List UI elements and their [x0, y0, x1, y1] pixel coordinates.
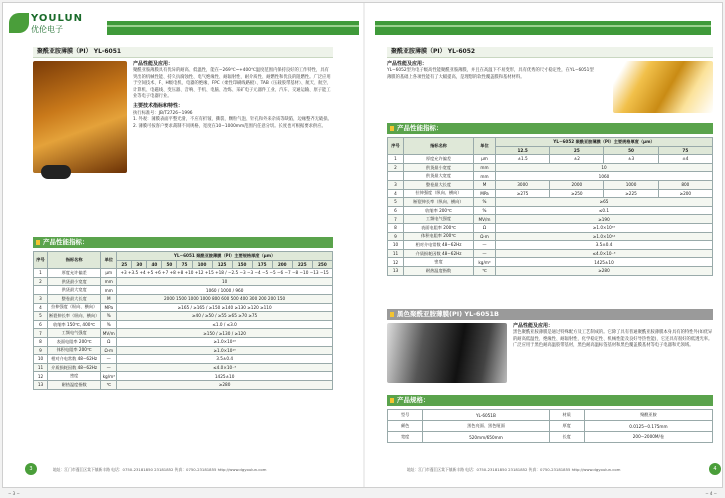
- table-caption: YL−6052 聚酰亚胺薄膜（PI）主要规格厚度（μm）: [496, 138, 713, 147]
- leaf-icon: [9, 13, 29, 33]
- thickness-header: 25: [117, 260, 132, 269]
- table-cell: 表面电阻率 200℃: [48, 337, 101, 346]
- left-perf-block: [33, 237, 333, 390]
- thickness-header: 150: [232, 260, 252, 269]
- table-row: [388, 198, 713, 207]
- thickness-header: 50: [604, 146, 658, 155]
- table-cell: ≥275: [496, 189, 550, 198]
- col-header: 单位: [474, 138, 496, 155]
- table-cell: 11: [388, 249, 404, 258]
- table-row: [34, 277, 333, 286]
- table-cell: 拉伸强度（纵向、横向）: [48, 303, 101, 312]
- table-cell: 相对介电常数 48−62Hz: [48, 355, 101, 364]
- film-rolls-image: [33, 61, 127, 173]
- col-header: 序号: [388, 138, 404, 155]
- table-cell: mm: [101, 277, 117, 286]
- table-cell: 3: [34, 294, 48, 303]
- table-cell: 5: [34, 312, 48, 321]
- thickness-header: 250: [312, 260, 332, 269]
- thickness-header: 225: [292, 260, 312, 269]
- table-cell: 长度: [549, 432, 584, 443]
- brochure-spread: [2, 2, 723, 488]
- table-cell: 拉伸强度（纵向、横向）: [404, 189, 474, 198]
- table-cell: kg/m³: [102, 373, 115, 379]
- table-cell: [388, 172, 404, 181]
- table-cell: 3.5±0.4: [117, 355, 333, 364]
- table-cell: Ω·m: [474, 232, 496, 241]
- left-features-head: 产品性能及应用：: [133, 61, 174, 67]
- table-cell: 供货最大宽度: [48, 286, 101, 295]
- table-cell: 1425±10: [117, 372, 333, 381]
- table-cell: 10: [388, 241, 404, 250]
- table-cell: 10: [34, 355, 48, 364]
- right-page: [387, 47, 717, 472]
- table-row: [34, 286, 333, 295]
- table-row: [388, 258, 713, 267]
- table-cell: MV/m: [101, 329, 117, 338]
- table-cell: mm: [101, 286, 117, 295]
- table-row: [388, 249, 713, 258]
- thickness-header: 25: [550, 146, 604, 155]
- table-cell: 11: [34, 363, 48, 372]
- table-cell: 材质: [549, 410, 584, 421]
- table-cell: 宽度: [388, 432, 423, 443]
- table-cell: μm: [474, 155, 496, 164]
- table-cell: μm: [101, 269, 117, 278]
- table-row: [34, 294, 333, 303]
- table-cell: 工频电气强度: [404, 215, 474, 224]
- right-section-title: 聚酰亚胺薄膜（PI） YL-6052: [387, 47, 713, 58]
- left-page-number: 3: [25, 463, 37, 475]
- table-cell: 12: [34, 372, 48, 381]
- table-cell: mm: [474, 172, 496, 181]
- table-cell: 颜色: [388, 421, 423, 432]
- film-roll-shadow: [41, 165, 71, 179]
- table-cell: 相对介电常数 48−62Hz: [404, 241, 474, 250]
- table-cell: 收缩率 150℃, 400℃: [48, 320, 101, 329]
- table-cell: 体积电阻率 200℃: [404, 232, 474, 241]
- left-spec-table: [33, 251, 333, 390]
- header-stripe-left: [107, 21, 359, 35]
- table-cell: Ω: [474, 223, 496, 232]
- table-row: [34, 303, 333, 312]
- table-cell: [34, 286, 48, 295]
- col-header: 指标名称: [404, 138, 474, 155]
- table-cell: 8: [388, 223, 404, 232]
- table-cell: 4: [388, 189, 404, 198]
- table-cell: 7: [388, 215, 404, 224]
- table-cell: ≥1.0×10¹⁰: [117, 346, 333, 355]
- table-cell: 12: [388, 258, 404, 267]
- table-cell: ≥165 / ≥165 / ≥150 ≥140 ≥130 ≥120 ≥110: [117, 303, 333, 312]
- table-row: [388, 223, 713, 232]
- left-page: [29, 47, 333, 472]
- table-cell: MV/m: [474, 215, 496, 224]
- table-cell: %: [474, 198, 496, 207]
- table-row: [388, 232, 713, 241]
- table-cell: 7: [34, 329, 48, 338]
- right-footer: 地址：江门市蓬江区棠下镇新丰路 电话：0750-23181850 23181852 传真：0750-23181855 http://www.dgyoulun.com: [407, 467, 621, 472]
- table-cell: 耐热温度指数: [404, 266, 474, 275]
- table-cell: 200−2000M/卷: [584, 432, 712, 443]
- thickness-header: 125: [212, 260, 232, 269]
- table-row: [34, 320, 333, 329]
- table-cell: ±1.5: [496, 155, 550, 164]
- black-perf-head: 产品规格：: [387, 395, 713, 406]
- left-tech-line: 执行标准号：JB/T2726−1996: [133, 110, 193, 116]
- table-cell: Ω: [101, 337, 117, 346]
- table-cell: 3.5±0.4: [496, 241, 713, 250]
- table-row: [388, 241, 713, 250]
- thickness-header: 200: [272, 260, 292, 269]
- table-cell: YL-6051B: [423, 410, 549, 421]
- table-cell: ≥1.0×10¹⁶: [496, 223, 713, 232]
- table-cell: +3 +3.5 +4 +5 +6 +7 +8 +8 +10 +12 +15 +18 / −2.5 −3 −3 −4 −5 −5 −6 −7 −8 −10 −13 −15: [117, 269, 333, 278]
- table-row: [388, 432, 713, 443]
- table-cell: 聚酰亚胺: [584, 410, 712, 421]
- table-cell: 供货最小宽度: [404, 163, 474, 172]
- table-cell: 6: [388, 206, 404, 215]
- table-cell: —: [101, 363, 117, 372]
- table-cell: ≤1.0 / ≤3.0: [117, 320, 333, 329]
- table-cell: 2: [34, 277, 48, 286]
- table-cell: 密度: [404, 258, 474, 267]
- right-edge-page: − 4 −: [705, 491, 717, 496]
- table-cell: M: [474, 180, 496, 189]
- thickness-header: 175: [252, 260, 272, 269]
- col-header: 序号: [34, 252, 48, 269]
- table-cell: %: [474, 206, 496, 215]
- right-page-number: 4: [709, 463, 721, 475]
- table-cell: ±2: [550, 155, 604, 164]
- black-spec-table: [387, 409, 713, 443]
- table-cell: ℃: [474, 266, 496, 275]
- table-cell: ≥250: [550, 189, 604, 198]
- gold-film-roll-image: [613, 61, 713, 113]
- left-section-title: 聚酰亚胺薄膜（PI） YL-6051: [33, 47, 333, 58]
- table-cell: —: [474, 249, 496, 258]
- table-cell: 整卷最大长度: [48, 294, 101, 303]
- table-cell: ≥280: [117, 380, 333, 389]
- table-cell: 整卷最大长度: [404, 180, 474, 189]
- table-cell: 介质损耗因数 48−62Hz: [404, 249, 474, 258]
- right-features-head: 产品性能及应用：: [387, 61, 428, 67]
- table-cell: ≤4.0×10⁻³: [117, 363, 333, 372]
- left-tech-line: 2. 薄膜可按客户要求裁制不同规格，宽度在10−1000mm范围内任意分切。长度也可根据要求供应。: [133, 123, 326, 129]
- left-features-text: 聚酰亚胺薄膜具有优异的耐高、低温性，能在−269℃~+400℃温度范围内保持良好的工作特性，具有突出的机械性能、持久抗腐蚀性、电气绝缘性、耐辐射性、耐介质性、耐燃性和优良的阻燃性。广泛应用于空间技术、F、H级电机、电器的绝缘、FPC（柔性印刷线路板）、TAB（压载胶带基材）、航天、航空、计算机、电磁线、变压器、音响、手机、电脑、冶炼、采矿电子元器件工业、汽车、交通运输、原子能工业等电子电器行业。: [133, 68, 332, 100]
- table-cell: 密度: [48, 372, 101, 381]
- table-cell: 黑色亮面、黑色哑面: [423, 421, 549, 432]
- table-row: [34, 312, 333, 321]
- table-cell: ≤4.0×10⁻³: [496, 249, 713, 258]
- left-tech-head: 主要技术指标和特性：: [133, 103, 184, 110]
- left-features-block: [133, 61, 333, 130]
- table-cell: 工频电气强度: [48, 329, 101, 338]
- thickness-header: 30: [132, 260, 147, 269]
- header-stripe-right: [375, 21, 711, 35]
- table-caption: YL−6051 聚酰亚胺薄膜（PI）主要规格厚度（μm）: [117, 252, 333, 261]
- table-row: [34, 380, 333, 389]
- table-row: [388, 421, 713, 432]
- black-film-block: [387, 309, 713, 440]
- table-cell: 4: [34, 303, 48, 312]
- table-cell: 1425±10: [496, 258, 713, 267]
- col-header: 指标名称: [48, 252, 101, 269]
- brand-logo: [9, 13, 109, 35]
- table-cell: 1060 / 1000 / 960: [117, 286, 333, 295]
- thickness-header: 50: [162, 260, 177, 269]
- table-cell: 供货最大宽度: [404, 172, 474, 181]
- right-spec-table: [387, 137, 713, 276]
- table-cell: ℃: [101, 380, 117, 389]
- table-cell: MPa: [101, 303, 117, 312]
- thickness-header: 100: [192, 260, 212, 269]
- table-cell: 13: [388, 266, 404, 275]
- table-row: [388, 172, 713, 181]
- table-cell: ≥65: [496, 198, 713, 207]
- table-cell: 供货最小宽度: [48, 277, 101, 286]
- table-cell: ≥225: [604, 189, 658, 198]
- table-cell: 8: [34, 337, 48, 346]
- left-perf-head: 产品性能指标：: [33, 237, 333, 248]
- table-cell: ±3: [604, 155, 658, 164]
- thickness-header: 75: [658, 146, 712, 155]
- table-cell: 厚度: [549, 421, 584, 432]
- left-footer: 地址：江门市蓬江区棠下镇新丰路 电话：0750-23181850 23181852 传真：0750-23181855 http://www.dgyoulun.com: [53, 467, 267, 472]
- thickness-header: 40: [147, 260, 162, 269]
- table-cell: ≥40 / ≥50 / ≥55 ≥65 ≥70 ≥75: [117, 312, 333, 321]
- table-row: [388, 206, 713, 215]
- table-cell: 0.0125−0.175mm: [584, 421, 712, 432]
- table-cell: ≥1.0×10¹³: [117, 337, 333, 346]
- table-cell: ±4: [658, 155, 712, 164]
- table-cell: 型号: [388, 410, 423, 421]
- table-row: [388, 189, 713, 198]
- black-section-title: 黑色聚酰亚胺薄膜(PI) YL-6051B: [387, 309, 713, 320]
- thickness-header: 75: [177, 260, 192, 269]
- table-row: [388, 163, 713, 172]
- table-cell: 收缩率 200℃: [404, 206, 474, 215]
- table-cell: 2000: [550, 180, 604, 189]
- table-row: [34, 269, 333, 278]
- table-row: [34, 363, 333, 372]
- table-cell: 520mm/650mm: [423, 432, 549, 443]
- table-row: [388, 180, 713, 189]
- table-cell: 9: [388, 232, 404, 241]
- table-row: [34, 346, 333, 355]
- table-cell: 1000: [604, 180, 658, 189]
- right-perf-block: [387, 123, 713, 276]
- table-row: [388, 410, 713, 421]
- table-cell: Ω·m: [101, 346, 117, 355]
- table-row: [34, 355, 333, 364]
- col-header: 单位: [101, 252, 117, 269]
- table-cell: 13: [34, 380, 48, 389]
- table-row: [34, 372, 333, 381]
- table-cell: MPa: [474, 189, 496, 198]
- black-text: 黑色聚酰亚胺薄膜是通过特殊配方及工艺制成的。它除了具有普通聚酰亚胺薄膜本身具有的特性外(如优异的耐高低温性、绝缘性、耐辐射性、化学稳定性、机械性能及良好导热性能)，它还具有很好的低透光率。广泛应用于黑色耐高温胶带基材，黑色耐高温标签基材和黑色覆盖膜基材等电子电器和光领域。: [513, 330, 713, 349]
- table-cell: 表面电阻率 200℃: [404, 223, 474, 232]
- brand-name-en: YOULUN: [31, 13, 84, 24]
- right-features-block: [387, 61, 597, 81]
- table-row: [388, 215, 713, 224]
- right-perf-head: 产品性能指标：: [387, 123, 713, 134]
- table-cell: 体积电阻率 200℃: [48, 346, 101, 355]
- brand-name-cn: 优伦电子: [31, 25, 63, 34]
- table-cell: 1: [34, 269, 48, 278]
- table-cell: 6: [34, 320, 48, 329]
- table-cell: —: [474, 241, 496, 250]
- table-cell: 断裂伸长率（纵向、横向）: [404, 198, 474, 207]
- table-cell: ≥190: [496, 215, 713, 224]
- table-row: [34, 337, 333, 346]
- table-cell: —: [101, 355, 117, 364]
- table-cell: ≥280: [496, 266, 713, 275]
- table-row: [388, 266, 713, 275]
- table-cell: 10: [117, 277, 333, 286]
- table-cell: 9: [34, 346, 48, 355]
- table-row: [388, 155, 713, 164]
- table-cell: 3: [388, 180, 404, 189]
- table-cell: ≥200: [658, 189, 712, 198]
- table-cell: ≥1.0×10¹⁴: [496, 232, 713, 241]
- table-cell: 1060: [496, 172, 713, 181]
- table-cell: 厚度允许偏差: [48, 269, 101, 278]
- table-row: [34, 329, 333, 338]
- right-features-text: YL−6052型为电子级高性能聚酰亚胺薄膜，并且在高温下不易变形，具有优秀的尺寸稳定性，在YL−6051型薄膜的基础上各项性能有了大幅提高，是理想的软性覆盖膜和基材材料。: [387, 68, 594, 80]
- page-fold: [363, 3, 365, 487]
- table-cell: 10: [496, 163, 713, 172]
- table-cell: %: [101, 320, 117, 329]
- table-cell: 2000 1500 1000 1000 800 600 500 400 300 200 200 150: [117, 294, 333, 303]
- table-cell: kg/m³: [474, 258, 496, 267]
- left-tech-line: 1. 外观：薄膜表面平整光滑，不应有折皱、撕裂、颗粒气泡、针孔和外来杂质等缺陷，边缘整齐无破损。: [133, 117, 332, 123]
- table-cell: 断裂伸长率（纵向、横向）: [48, 312, 101, 321]
- table-cell: 厚度允许偏差: [404, 155, 474, 164]
- table-cell: ≥150 / ≥130 / ≥120: [117, 329, 333, 338]
- table-cell: M: [101, 294, 117, 303]
- table-cell: ≤0.1: [496, 206, 713, 215]
- table-cell: 5: [388, 198, 404, 207]
- table-cell: 800: [658, 180, 712, 189]
- table-cell: 2: [388, 163, 404, 172]
- table-cell: 1: [388, 155, 404, 164]
- black-film-rolls-image: [387, 323, 507, 383]
- left-edge-page: − 3 −: [8, 491, 20, 496]
- thickness-header: 12.5: [496, 146, 550, 155]
- table-cell: %: [101, 312, 117, 321]
- table-cell: 3000: [496, 180, 550, 189]
- table-cell: mm: [474, 163, 496, 172]
- table-cell: 耐热温度指数: [48, 380, 101, 389]
- black-head: 产品性能及应用：: [513, 323, 554, 329]
- table-cell: 介质损耗因数 48−62Hz: [48, 363, 101, 372]
